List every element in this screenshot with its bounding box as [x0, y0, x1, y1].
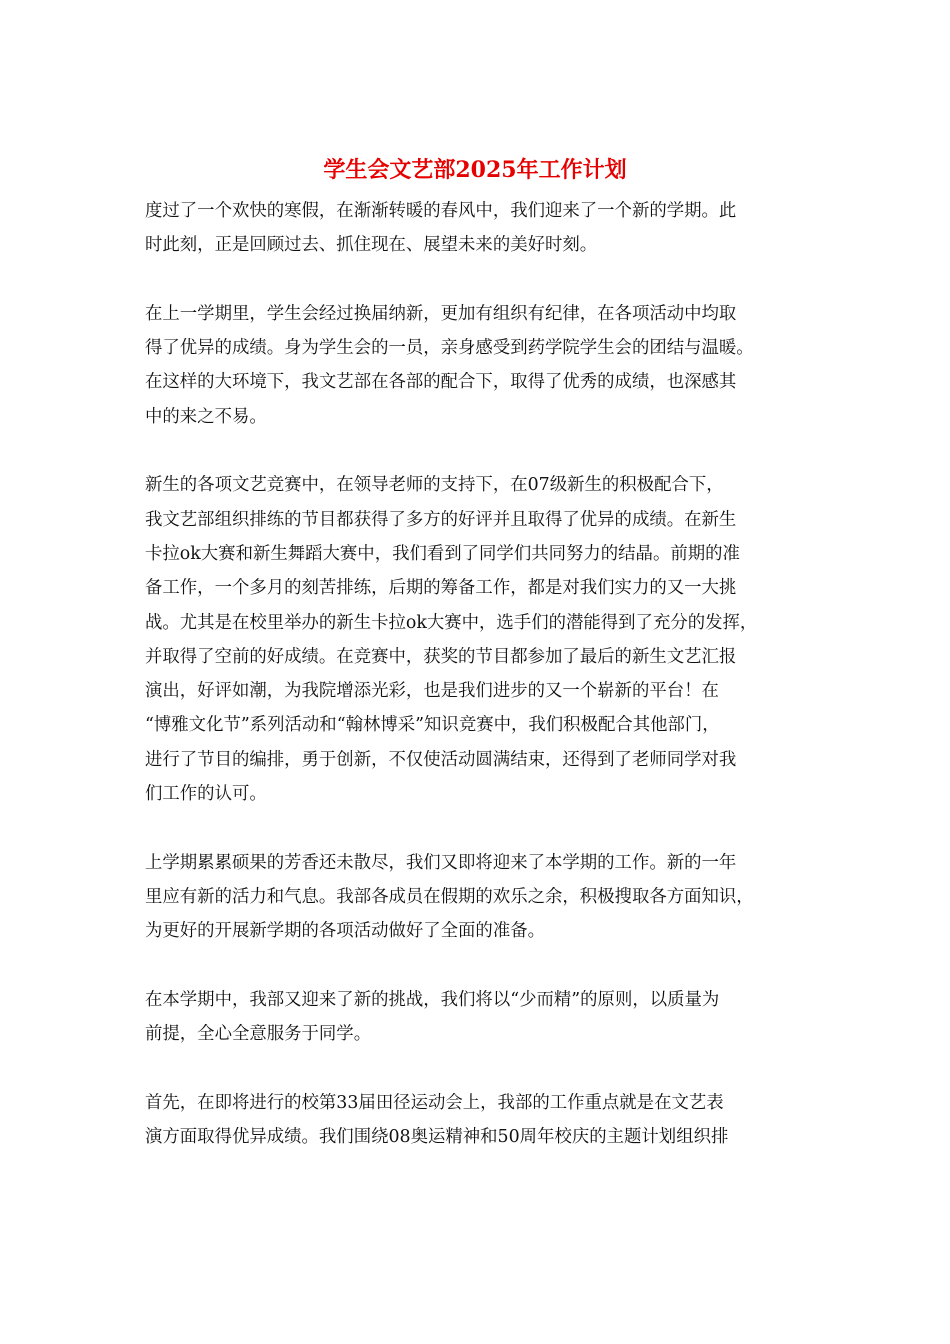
text-line: 首先，在即将进行的校第33届田径运动会上，我部的工作重点就是在文艺表 [145, 1092, 724, 1113]
text-line: 备工作，一个多月的刻苦排练，后期的筹备工作，都是对我们实力的又一大挑 [145, 578, 737, 599]
text-line: 在本学期中，我部又迎来了新的挑战，我们将以“少而精”的原则，以质量为 [145, 989, 720, 1010]
paragraph-principle [145, 983, 813, 1052]
document-title: 学生会文艺部2025年工作计划 [323, 157, 627, 183]
text-line: 时此刻，正是回顾过去、抓住现在、展望未来的美好时刻。 [145, 235, 598, 256]
text-line: 前提，全心全意服务于同学。 [145, 1024, 372, 1045]
text-line: 进行了节目的编排，勇于创新，不仅使活动圆满结束，还得到了老师同学对我 [145, 749, 737, 770]
text-line: 们工作的认可。 [145, 784, 267, 805]
text-line: 并取得了空前的好成绩。在竞赛中，获奖的节目都参加了最后的新生文艺汇报 [145, 646, 737, 667]
text-line: 演方面取得优异成绩。我们围绕08奥运精神和50周年校庆的主题计划组织排 [145, 1127, 729, 1148]
paragraph-sports-meet [145, 1086, 813, 1155]
text-line: 新生的各项文艺竞赛中，在领导老师的支持下，在07级新生的积极配合下， [145, 475, 724, 496]
text-line: 度过了一个欢快的寒假，在渐渐转暖的春风中，我们迎来了一个新的学期。此 [145, 201, 737, 221]
text-line: 里应有新的活力和气息。我部各成员在假期的欢乐之余，积极搜取各方面知识， [145, 886, 754, 907]
text-line: 在上一学期里，学生会经过换届纳新，更加有组织有纪律，在各项活动中均取 [145, 303, 737, 324]
text-line: 战。尤其是在校里举办的新生卡拉ok大赛中，选手们的潜能得到了充分的发挥， [145, 612, 758, 633]
paragraph-intro [145, 194, 813, 263]
text-line: 中的来之不易。 [145, 406, 267, 427]
text-line: 我文艺部组织排练的节目都获得了多方的好评并且取得了优异的成绩。在新生 [145, 509, 737, 530]
paragraph-competitions [145, 468, 813, 811]
text-line: 得了优异的成绩。身为学生会的一员，亲身感受到药学院学生会的团结与温暖。 [145, 338, 754, 359]
paragraph-new-semester [145, 846, 813, 949]
paragraph-last-semester [145, 297, 813, 434]
text-line: 为更好的开展新学期的各项活动做好了全面的准备。 [145, 921, 545, 942]
text-line: 上学期累累硕果的芳香还未散尽，我们又即将迎来了本学期的工作。新的一年 [145, 852, 737, 873]
text-line: 在这样的大环境下，我文艺部在各部的配合下，取得了优秀的成绩，也深感其 [145, 372, 737, 393]
document-body [145, 194, 813, 1189]
text-line: “博雅文化节”系列活动和“翰林博采”知识竞赛中，我们积极配合其他部门， [145, 715, 720, 736]
text-line: 演出，好评如潮，为我院增添光彩，也是我们进步的又一个崭新的平台！在 [145, 681, 719, 702]
text-line: 卡拉ok大赛和新生舞蹈大赛中，我们看到了同学们共同努力的结晶。前期的准 [145, 543, 740, 564]
